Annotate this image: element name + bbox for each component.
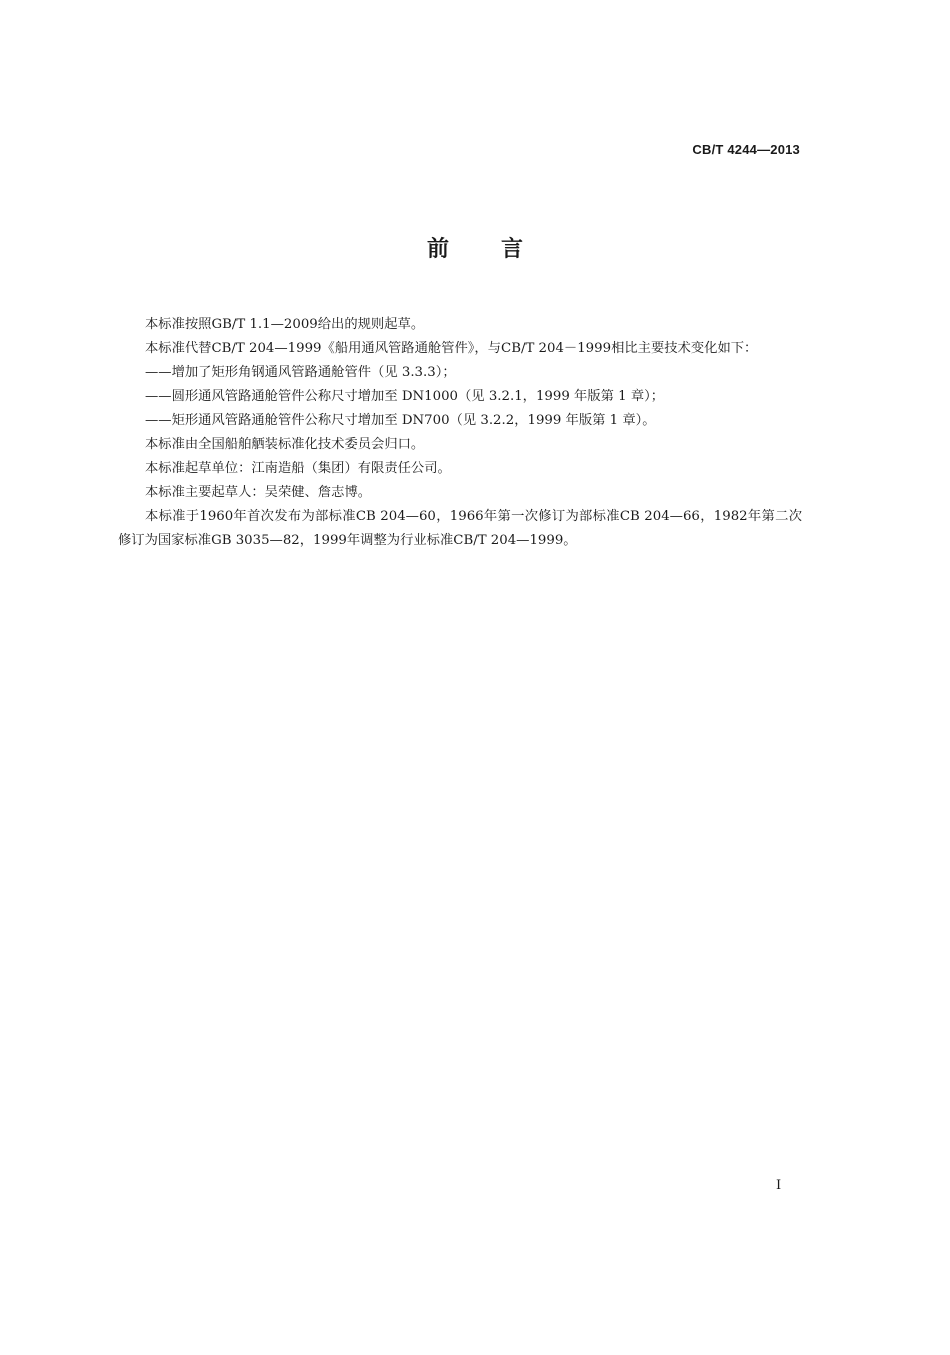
foreword-body — [118, 313, 802, 553]
list-item-change-2: ——圆形通风管路通舱管件公称尺寸增加至 DN1000（见 3.2.1，1999 年版第 1 章）； — [145, 389, 665, 404]
list-item-change-3: ——矩形通风管路通舱管件公称尺寸增加至 DN700（见 3.2.2，1999 年版第 1 章）。 — [145, 413, 656, 428]
list-item-change-1: ——增加了矩形角钢通风管路通舱管件（见 3.3.3）； — [145, 365, 456, 380]
paragraph-replaces: 本标准代替CB/T 204—1999《船用通风管路通舱管件》，与CB/T 204－1999相比主要技术变化如下： — [145, 341, 758, 356]
standard-number: CB/T 4244—2013 — [692, 142, 800, 157]
paragraph-drafting-unit: 本标准起草单位：江南造船（集团）有限责任公司。 — [145, 461, 451, 476]
page-title: 前言 — [426, 237, 575, 262]
paragraph-drafting-rules: 本标准按照GB/T 1.1—2009给出的规则起草。 — [145, 317, 425, 332]
paragraph-history: 本标准于1960年首次发布为部标准CB 204—60，1966年第一次修订为部标准CB 204—66，1982年第二次修订为国家标准GB 3035—82，1999年调整为行业标准CB/T 204—1999。 — [118, 509, 802, 548]
page-number: I — [776, 1178, 782, 1193]
paragraph-committee: 本标准由全国船舶舾装标准化技术委员会归口。 — [145, 437, 425, 452]
paragraph-drafters: 本标准主要起草人：吴荣健、詹志博。 — [145, 485, 372, 500]
